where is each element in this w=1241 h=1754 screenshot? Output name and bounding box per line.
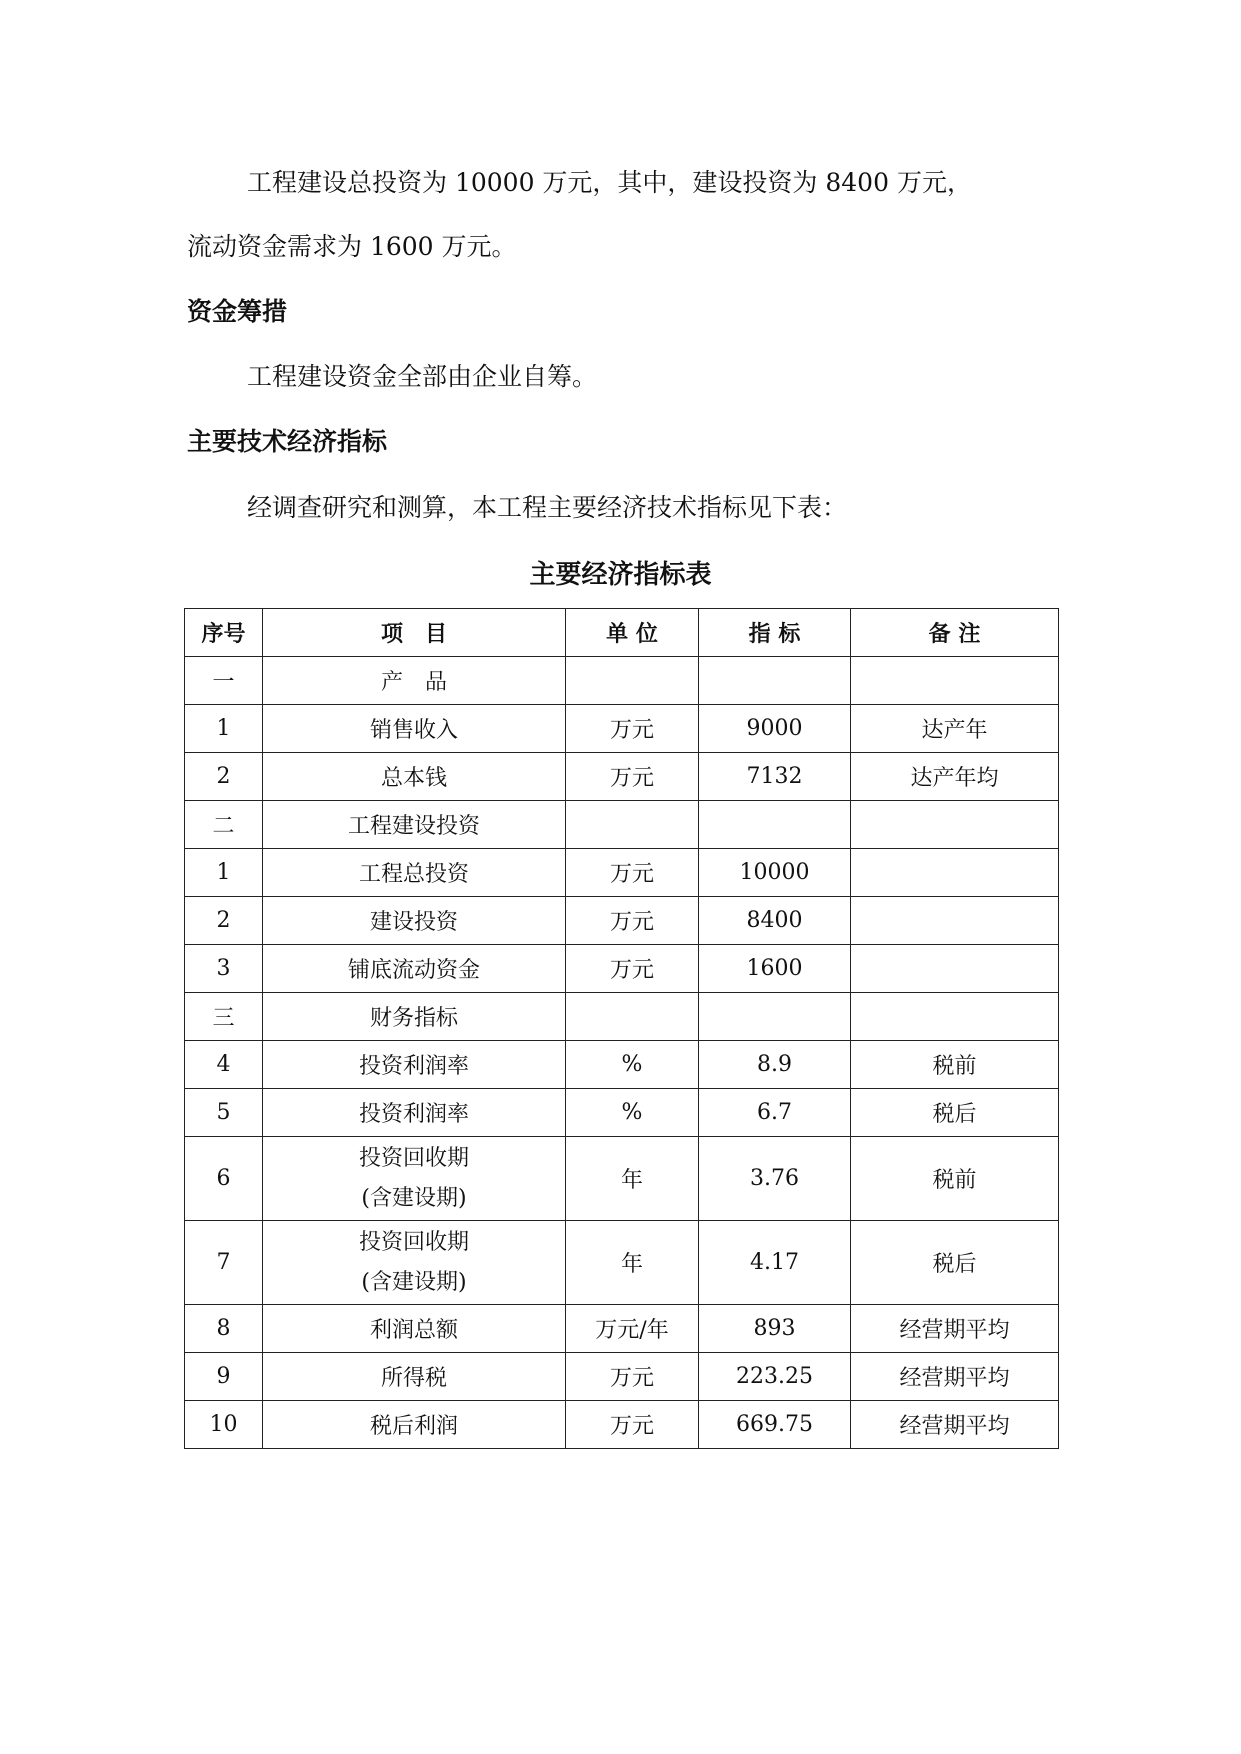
cell-item-line1: 投资回收期 xyxy=(358,1229,469,1255)
cell-item: 铺底流动资金 xyxy=(263,945,566,993)
table-row xyxy=(185,1041,1059,1089)
cell-note xyxy=(851,849,1059,897)
cell-note: 达产年均 xyxy=(851,753,1059,801)
cell-no: 10 xyxy=(185,1401,263,1449)
cell-no: 1 xyxy=(185,705,263,753)
cell-value xyxy=(699,657,851,705)
cell-note: 税后 xyxy=(851,1089,1059,1137)
cell-item-line1: 投资回收期 xyxy=(358,1145,469,1171)
cell-no: 8 xyxy=(185,1305,263,1353)
cell-value xyxy=(699,993,851,1041)
cell-section-title: 产 品 xyxy=(263,657,566,705)
cell-note: 经营期平均 xyxy=(851,1353,1059,1401)
cell-note: 税前 xyxy=(851,1137,1059,1221)
cell-unit: 万元 xyxy=(566,1353,699,1401)
cell-unit: 万元 xyxy=(566,753,699,801)
cell-note: 税后 xyxy=(851,1221,1059,1305)
cell-note xyxy=(851,801,1059,849)
cell-note: 经营期平均 xyxy=(851,1401,1059,1449)
header-no: 序号 xyxy=(185,609,263,657)
cell-item: 销售收入 xyxy=(263,705,566,753)
cell-note xyxy=(851,993,1059,1041)
cell-unit: 万元 xyxy=(566,897,699,945)
cell-value: 9000 xyxy=(699,705,851,753)
cell-value: 8400 xyxy=(699,897,851,945)
section-row-product xyxy=(185,657,1059,705)
table-row xyxy=(185,1221,1059,1305)
section-row-financial xyxy=(185,993,1059,1041)
cell-note xyxy=(851,897,1059,945)
cell-no: 7 xyxy=(185,1221,263,1305)
cell-unit: 万元 xyxy=(566,705,699,753)
paragraph-funding: 工程建设资金全部由企业自筹。 xyxy=(247,362,598,391)
cell-unit xyxy=(566,801,699,849)
heading-indicators: 主要技术经济指标 xyxy=(187,427,388,456)
table-row xyxy=(185,945,1059,993)
cell-no: 2 xyxy=(185,897,263,945)
cell-note: 达产年 xyxy=(851,705,1059,753)
cell-item: 工程总投资 xyxy=(263,849,566,897)
cell-item-line2: (含建设期) xyxy=(361,1269,467,1295)
cell-value: 3.76 xyxy=(699,1137,851,1221)
header-item: 项 目 xyxy=(263,609,566,657)
cell-value xyxy=(699,801,851,849)
cell-item: 所得税 xyxy=(263,1353,566,1401)
cell-value: 893 xyxy=(699,1305,851,1353)
cell-value: 7132 xyxy=(699,753,851,801)
table-row xyxy=(185,849,1059,897)
table-caption: 主要经济指标表 xyxy=(529,560,712,590)
cell-note xyxy=(851,945,1059,993)
cell-item: 利润总额 xyxy=(263,1305,566,1353)
table-row xyxy=(185,1401,1059,1449)
paragraph-indicators-intro: 经调查研究和测算，本工程主要经济技术指标见下表： xyxy=(247,493,848,522)
cell-value: 6.7 xyxy=(699,1089,851,1137)
cell-unit xyxy=(566,657,699,705)
cell-unit xyxy=(566,993,699,1041)
paragraph-investment-line2: 流动资金需求为 1600 万元。 xyxy=(187,232,517,261)
cell-item: 税后利润 xyxy=(263,1401,566,1449)
cell-item xyxy=(263,1221,566,1305)
cell-item xyxy=(263,1137,566,1221)
cell-unit: 万元 xyxy=(566,945,699,993)
economic-indicator-table xyxy=(184,608,1059,1449)
cell-note xyxy=(851,657,1059,705)
cell-unit: 万元/年 xyxy=(566,1305,699,1353)
heading-funding: 资金筹措 xyxy=(187,297,288,326)
cell-value: 10000 xyxy=(699,849,851,897)
cell-item: 建设投资 xyxy=(263,897,566,945)
cell-item: 投资利润率 xyxy=(263,1089,566,1137)
table-row xyxy=(185,705,1059,753)
cell-section-title: 工程建设投资 xyxy=(263,801,566,849)
cell-unit: 万元 xyxy=(566,849,699,897)
cell-no: 5 xyxy=(185,1089,263,1137)
cell-note: 税前 xyxy=(851,1041,1059,1089)
header-note: 备 注 xyxy=(851,609,1059,657)
cell-no: 9 xyxy=(185,1353,263,1401)
cell-note: 经营期平均 xyxy=(851,1305,1059,1353)
cell-no: 3 xyxy=(185,945,263,993)
section-row-investment xyxy=(185,801,1059,849)
header-unit: 单 位 xyxy=(566,609,699,657)
cell-no: 2 xyxy=(185,753,263,801)
table-row xyxy=(185,1089,1059,1137)
table-row xyxy=(185,1305,1059,1353)
table-row xyxy=(185,1353,1059,1401)
cell-no: 4 xyxy=(185,1041,263,1089)
table-row xyxy=(185,753,1059,801)
cell-item-line2: (含建设期) xyxy=(361,1185,467,1211)
table-header-row xyxy=(185,609,1059,657)
cell-value: 4.17 xyxy=(699,1221,851,1305)
cell-value: 669.75 xyxy=(699,1401,851,1449)
cell-unit: 年 xyxy=(566,1137,699,1221)
cell-no: 1 xyxy=(185,849,263,897)
cell-unit: % xyxy=(566,1041,699,1089)
cell-unit: % xyxy=(566,1089,699,1137)
table-row xyxy=(185,897,1059,945)
cell-no: 6 xyxy=(185,1137,263,1221)
cell-value: 8.9 xyxy=(699,1041,851,1089)
cell-no: 一 xyxy=(185,657,263,705)
cell-unit: 万元 xyxy=(566,1401,699,1449)
cell-no: 二 xyxy=(185,801,263,849)
header-value: 指 标 xyxy=(699,609,851,657)
paragraph-investment-line1: 工程建设总投资为 10000 万元，其中，建设投资为 8400 万元， xyxy=(247,168,972,197)
cell-item: 总本钱 xyxy=(263,753,566,801)
cell-unit: 年 xyxy=(566,1221,699,1305)
cell-value: 223.25 xyxy=(699,1353,851,1401)
cell-section-title: 财务指标 xyxy=(263,993,566,1041)
table-row xyxy=(185,1137,1059,1221)
cell-item: 投资利润率 xyxy=(263,1041,566,1089)
cell-value: 1600 xyxy=(699,945,851,993)
cell-no: 三 xyxy=(185,993,263,1041)
